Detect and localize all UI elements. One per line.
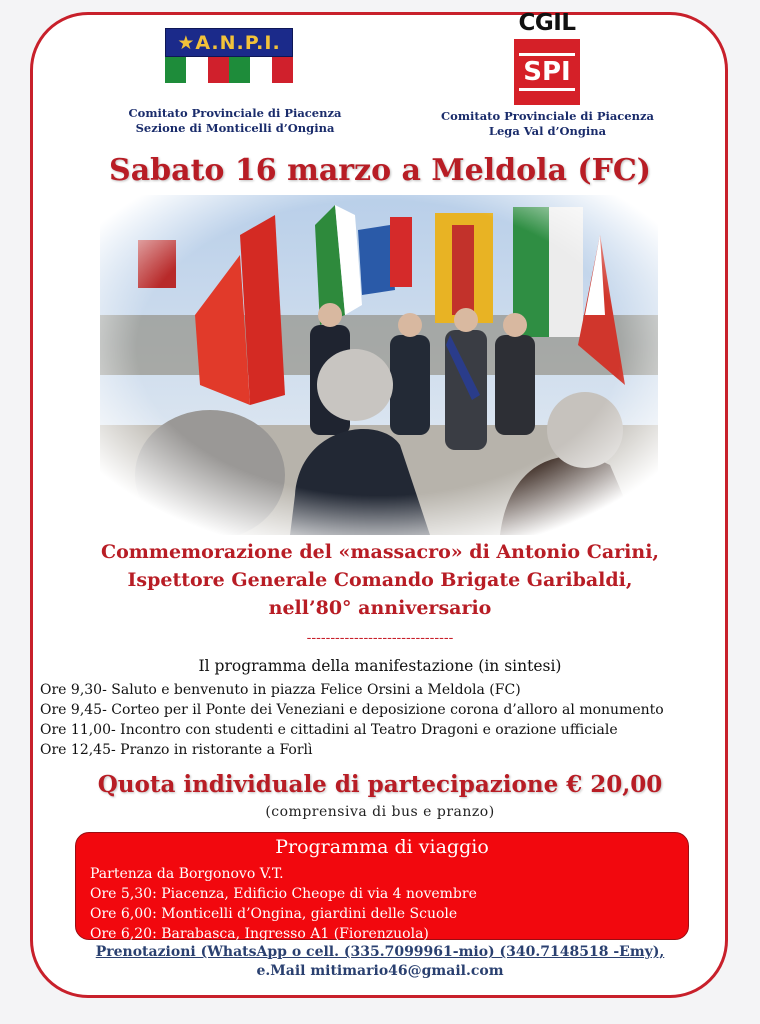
anpi-logo — [165, 28, 293, 84]
travel-program-box — [75, 832, 689, 940]
italian-flag-stripes — [165, 57, 293, 83]
commemoration-text — [0, 538, 760, 622]
booking-contacts[interactable]: Prenotazioni (WhatsApp o cell. (335.7099961-mio) (340.7148518 -Emy), — [95, 944, 665, 960]
travel-line: Ore 6,00: Monticelli d’Ongina, giardini delle Scuole — [90, 906, 458, 922]
commemoration-line1: Commemorazione del «massacro» di Antonio Carini, — [100, 541, 660, 563]
right-organization — [415, 109, 680, 139]
program-title: Il programma della manifestazione (in sintesi) — [198, 657, 562, 675]
travel-line: Partenza da Borgonovo V.T. — [90, 866, 284, 882]
schedule-list — [40, 680, 740, 760]
participation-fee: Quota individuale di partecipazione € 20,00 — [97, 771, 663, 798]
spi-logo-box — [514, 39, 580, 105]
right-org-line1: Comitato Provinciale di Piacenza — [441, 109, 654, 123]
anpi-logo-text: ★A.N.P.I. — [165, 28, 293, 57]
travel-line: Ore 6,20: Barabasca, Ingresso A1 (Fiorenzuola) — [90, 926, 429, 942]
email-contact[interactable]: e.Mail mitimario46@gmail.com — [256, 963, 504, 979]
left-org-line2: Sezione di Monticelli d’Ongina — [135, 121, 335, 135]
ceremony-photo — [100, 195, 658, 535]
travel-program-title: Programma di viaggio — [275, 836, 489, 858]
travel-program-lines — [90, 864, 477, 944]
fee-note: (comprensiva di bus e pranzo) — [265, 804, 495, 820]
schedule-item: Ore 9,45- Corteo per il Ponte dei Veneziani e deposizione corona d’alloro al monumento — [40, 702, 664, 718]
event-headline: Sabato 16 marzo a Meldola (FC) — [109, 153, 651, 188]
left-org-line1: Comitato Provinciale di Piacenza — [128, 106, 342, 120]
commemoration-line2: Ispettore Generale Comando Brigate Garibaldi, — [127, 569, 633, 591]
left-organization — [100, 106, 370, 136]
schedule-item: Ore 12,45- Pranzo in ristorante a Forlì — [40, 742, 313, 758]
cgil-spi-logo — [514, 10, 580, 104]
schedule-item: Ore 11,00- Incontro con studenti e cittadini al Teatro Dragoni e orazione ufficiale — [40, 722, 618, 738]
cgil-logo-text: CGIL — [518, 10, 576, 36]
right-org-line2: Lega Val d’Ongina — [488, 124, 607, 138]
travel-line: Ore 5,30: Piacenza, Edificio Cheope di via 4 novembre — [90, 886, 477, 902]
commemoration-line3: nell’80° anniversario — [268, 597, 492, 619]
spi-logo-text: SPI — [523, 57, 571, 87]
schedule-item: Ore 9,30- Saluto e benvenuto in piazza Felice Orsini a Meldola (FC) — [40, 682, 521, 698]
separator-dashes: ------------------------------- — [306, 630, 454, 646]
